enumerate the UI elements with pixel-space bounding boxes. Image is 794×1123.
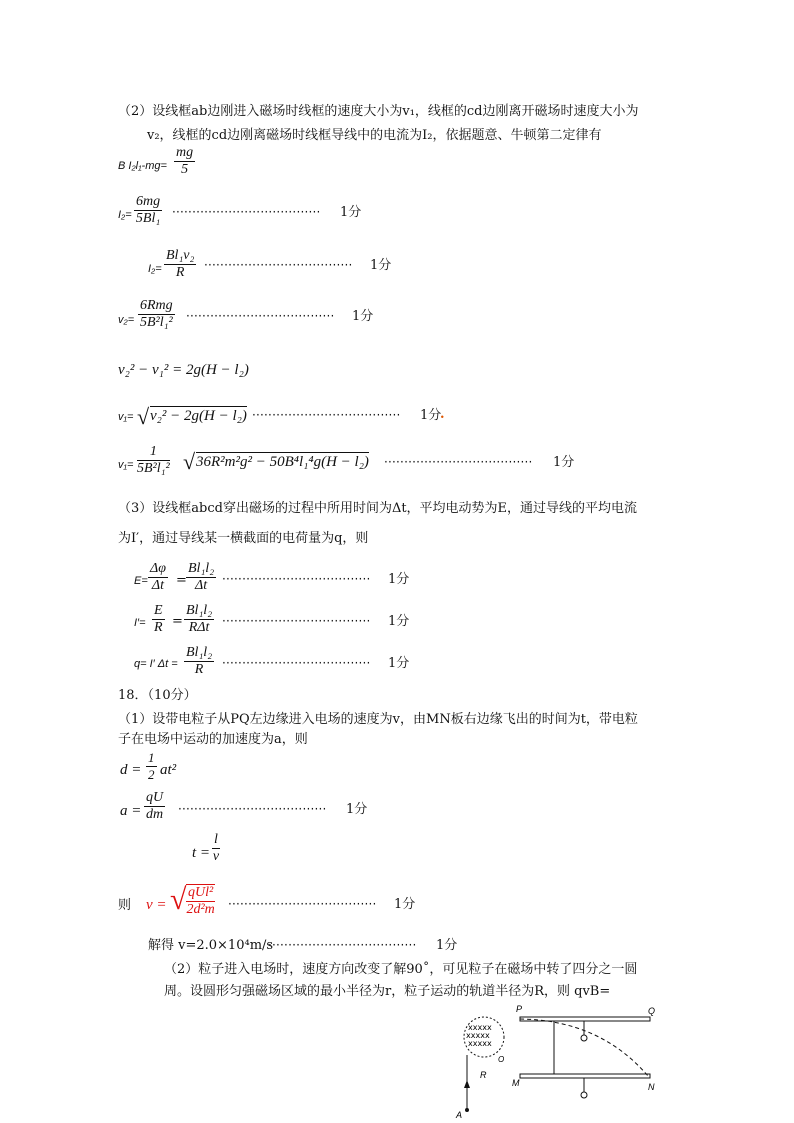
eq2-dots: ····································· <box>172 205 321 219</box>
eq-v-den: 2d²m <box>186 902 215 917</box>
part2-intro-line1: （2）设线框ab边刚进入磁场时线框的速度大小为v₁，线框的cd边刚离开磁场时速度大小为 <box>118 104 639 119</box>
eqE-score: 1分 <box>388 572 410 587</box>
eqI-left: I′= <box>134 617 146 629</box>
eq6-radicand: v₂² − 2g(H − l₂) <box>150 408 247 424</box>
eq6-dots: ····································· <box>252 408 401 422</box>
plate-pq <box>520 1017 650 1021</box>
field-marks-2: xxxxx <box>466 1031 490 1040</box>
eqI-score: 1分 <box>388 614 410 629</box>
eq2-fraction <box>134 194 162 227</box>
eqq-num: Bl₁l₂ <box>186 645 213 660</box>
eq3-num: Bl₁v₂ <box>166 248 195 263</box>
label-o: O <box>498 1055 505 1064</box>
eqI-equals: = <box>172 614 183 629</box>
eq-a-num: qU <box>146 790 164 805</box>
eq3-den: R <box>175 265 185 280</box>
eq5: v₂² − v₁² = 2g(H − l₂) <box>118 362 249 378</box>
eq4-left: v₂= <box>118 314 135 326</box>
eq3-dots: ····································· <box>204 258 353 272</box>
solve-score: 1分 <box>436 938 458 953</box>
eqq-score: 1分 <box>388 656 410 671</box>
eq1-fraction <box>174 145 195 178</box>
plate-mn <box>520 1074 650 1078</box>
eqI-den2: RΔt <box>188 620 210 635</box>
eq7-radical-sign: √ <box>183 449 196 474</box>
eqE-den1: Δt <box>151 578 165 593</box>
field-diagram <box>450 1000 680 1123</box>
part3-intro-line1: （3）设线框abcd穿出磁场的过程中所用时间为Δt，平均电动势为E，通过导线的平均电流 <box>118 501 638 516</box>
eq2-num: 6mg <box>136 194 161 209</box>
eq7-score: 1分 <box>553 455 575 470</box>
label-p: P <box>516 1004 523 1014</box>
eqE-left: E= <box>134 575 148 587</box>
eq-a-den: dm <box>146 807 164 822</box>
eqI-fraction2 <box>184 603 214 636</box>
eqE-num2: Bl₁l₂ <box>188 561 215 576</box>
eq-d-fraction <box>146 750 157 783</box>
mark-dot: . <box>440 407 445 422</box>
eq1-num: mg <box>176 145 194 160</box>
eqI-dots: ····································· <box>222 614 371 628</box>
terminal-bottom <box>581 1092 587 1098</box>
eqI-fraction1 <box>152 603 165 636</box>
eq-t-fraction <box>212 832 220 865</box>
eqE-fraction1 <box>148 561 168 594</box>
eq2-den: 5Bl₁ <box>135 211 161 226</box>
label-m: M <box>512 1078 520 1088</box>
eqI-den1: R <box>154 620 163 635</box>
eqq-den: R <box>194 662 204 677</box>
eqE-num1: Δφ <box>150 561 166 576</box>
eqq-dots: ····································· <box>222 656 371 670</box>
eqE-dots: ····································· <box>222 572 371 586</box>
eq7-num: 1 <box>137 444 170 461</box>
eq-v-radical-sign: √ <box>170 883 187 916</box>
terminal-top <box>581 1035 587 1041</box>
eq4-fraction <box>138 298 175 331</box>
part2-intro-line2: v₂，线框的cd边刚离磁场时线框导线中的电流为I₂，依据题意、牛顿第二定律有 <box>147 128 602 143</box>
eq4-score: 1分 <box>352 309 374 324</box>
eq-v-prefix: 则 <box>118 898 132 913</box>
eq3-fraction <box>164 248 196 281</box>
eq-v-left: v = <box>146 897 167 913</box>
eqq-fraction <box>184 645 214 678</box>
eq3-left: I₂= <box>148 263 162 275</box>
solve-dots: ····································· <box>268 938 417 952</box>
label-r: R <box>480 1070 487 1080</box>
eqq-left: q= I′ Δt = <box>134 658 178 670</box>
eqE-fraction2 <box>186 561 216 594</box>
eqI-num2: Bl₁l₂ <box>186 603 213 618</box>
eq7-den: 5B²l₁² <box>137 461 170 476</box>
eq7-radicand: 36R²m²g² − 50B⁴l₁⁴g(H − l₂) <box>196 454 369 470</box>
eq-t-left: t = <box>192 845 211 861</box>
eq-t-den: v <box>212 849 220 864</box>
eq-a-left: a = <box>120 803 142 819</box>
eq1-den: 5 <box>181 162 189 177</box>
eq-d-num: 1 <box>148 750 155 765</box>
eq1-left: B I₂l₁-mg= <box>118 160 167 172</box>
q18-p2-line2: 周。设圆形匀强磁场区域的最小半径为r，粒子运动的轨道半径为R，则 qvB= <box>164 984 611 999</box>
eq-t-num: l <box>214 832 218 847</box>
field-marks-1: xxxxx <box>468 1023 492 1032</box>
label-n: N <box>648 1082 655 1092</box>
eq2-left: I₂= <box>118 209 132 221</box>
eq7-fraction <box>137 444 170 477</box>
label-q: Q <box>648 1006 656 1016</box>
eq-d-left: d = <box>120 762 142 778</box>
eq-a-score: 1分 <box>346 802 368 817</box>
eq-a-dots: ····································· <box>178 802 327 816</box>
part3-intro-line2: 为I′，通过导线某一横截面的电荷量为q，则 <box>118 531 369 546</box>
eqE-den2: Δt <box>194 578 208 593</box>
point-a <box>465 1108 469 1112</box>
eq-v-fraction <box>186 884 215 918</box>
eq6-score: 1分 <box>420 408 442 423</box>
q18-p2-line1: （2）粒子进入电场时，速度方向改变了解90˚，可见粒子在磁场中转了四分之一圆 <box>164 962 638 977</box>
eq-v-dots: ····································· <box>228 897 377 911</box>
eq4-dots: ····································· <box>186 309 335 323</box>
eq-a-fraction <box>144 790 165 823</box>
eq4-num: 6Rmg <box>140 298 173 313</box>
field-marks-3: xxxxx <box>468 1039 492 1048</box>
eq3-score: 1分 <box>370 258 392 273</box>
eq-v-score: 1分 <box>394 897 416 912</box>
eq4-den: 5B²l₁² <box>139 315 173 330</box>
eqI-num1: E <box>154 603 163 618</box>
eq6-left: v₁= <box>118 411 134 423</box>
label-a: A <box>456 1110 463 1120</box>
eq7-left: v₁= <box>118 459 134 471</box>
eqE-equals: = <box>176 573 187 588</box>
q18-header: 18．（10分） <box>118 688 197 703</box>
solve-line: 解得 v=2.0×10⁴m/s <box>148 938 274 953</box>
eq-d-right: at² <box>160 762 177 778</box>
eq7-dots: ····································· <box>384 455 533 469</box>
eq-v-num: qUl² <box>188 885 214 900</box>
eq-d-den: 2 <box>148 767 155 782</box>
arrow-up-icon <box>464 1080 470 1088</box>
eq2-score: 1分 <box>340 205 362 220</box>
q18-p1-line2: 子在电场中运动的加速度为a，则 <box>118 732 308 747</box>
q18-p1-line1: （1）设带电粒子从PQ左边缘进入电场的速度为v，由MN板右边缘飞出的时间为t，带电粒 <box>118 712 638 727</box>
eq6-radical-sign: √ <box>137 404 150 429</box>
